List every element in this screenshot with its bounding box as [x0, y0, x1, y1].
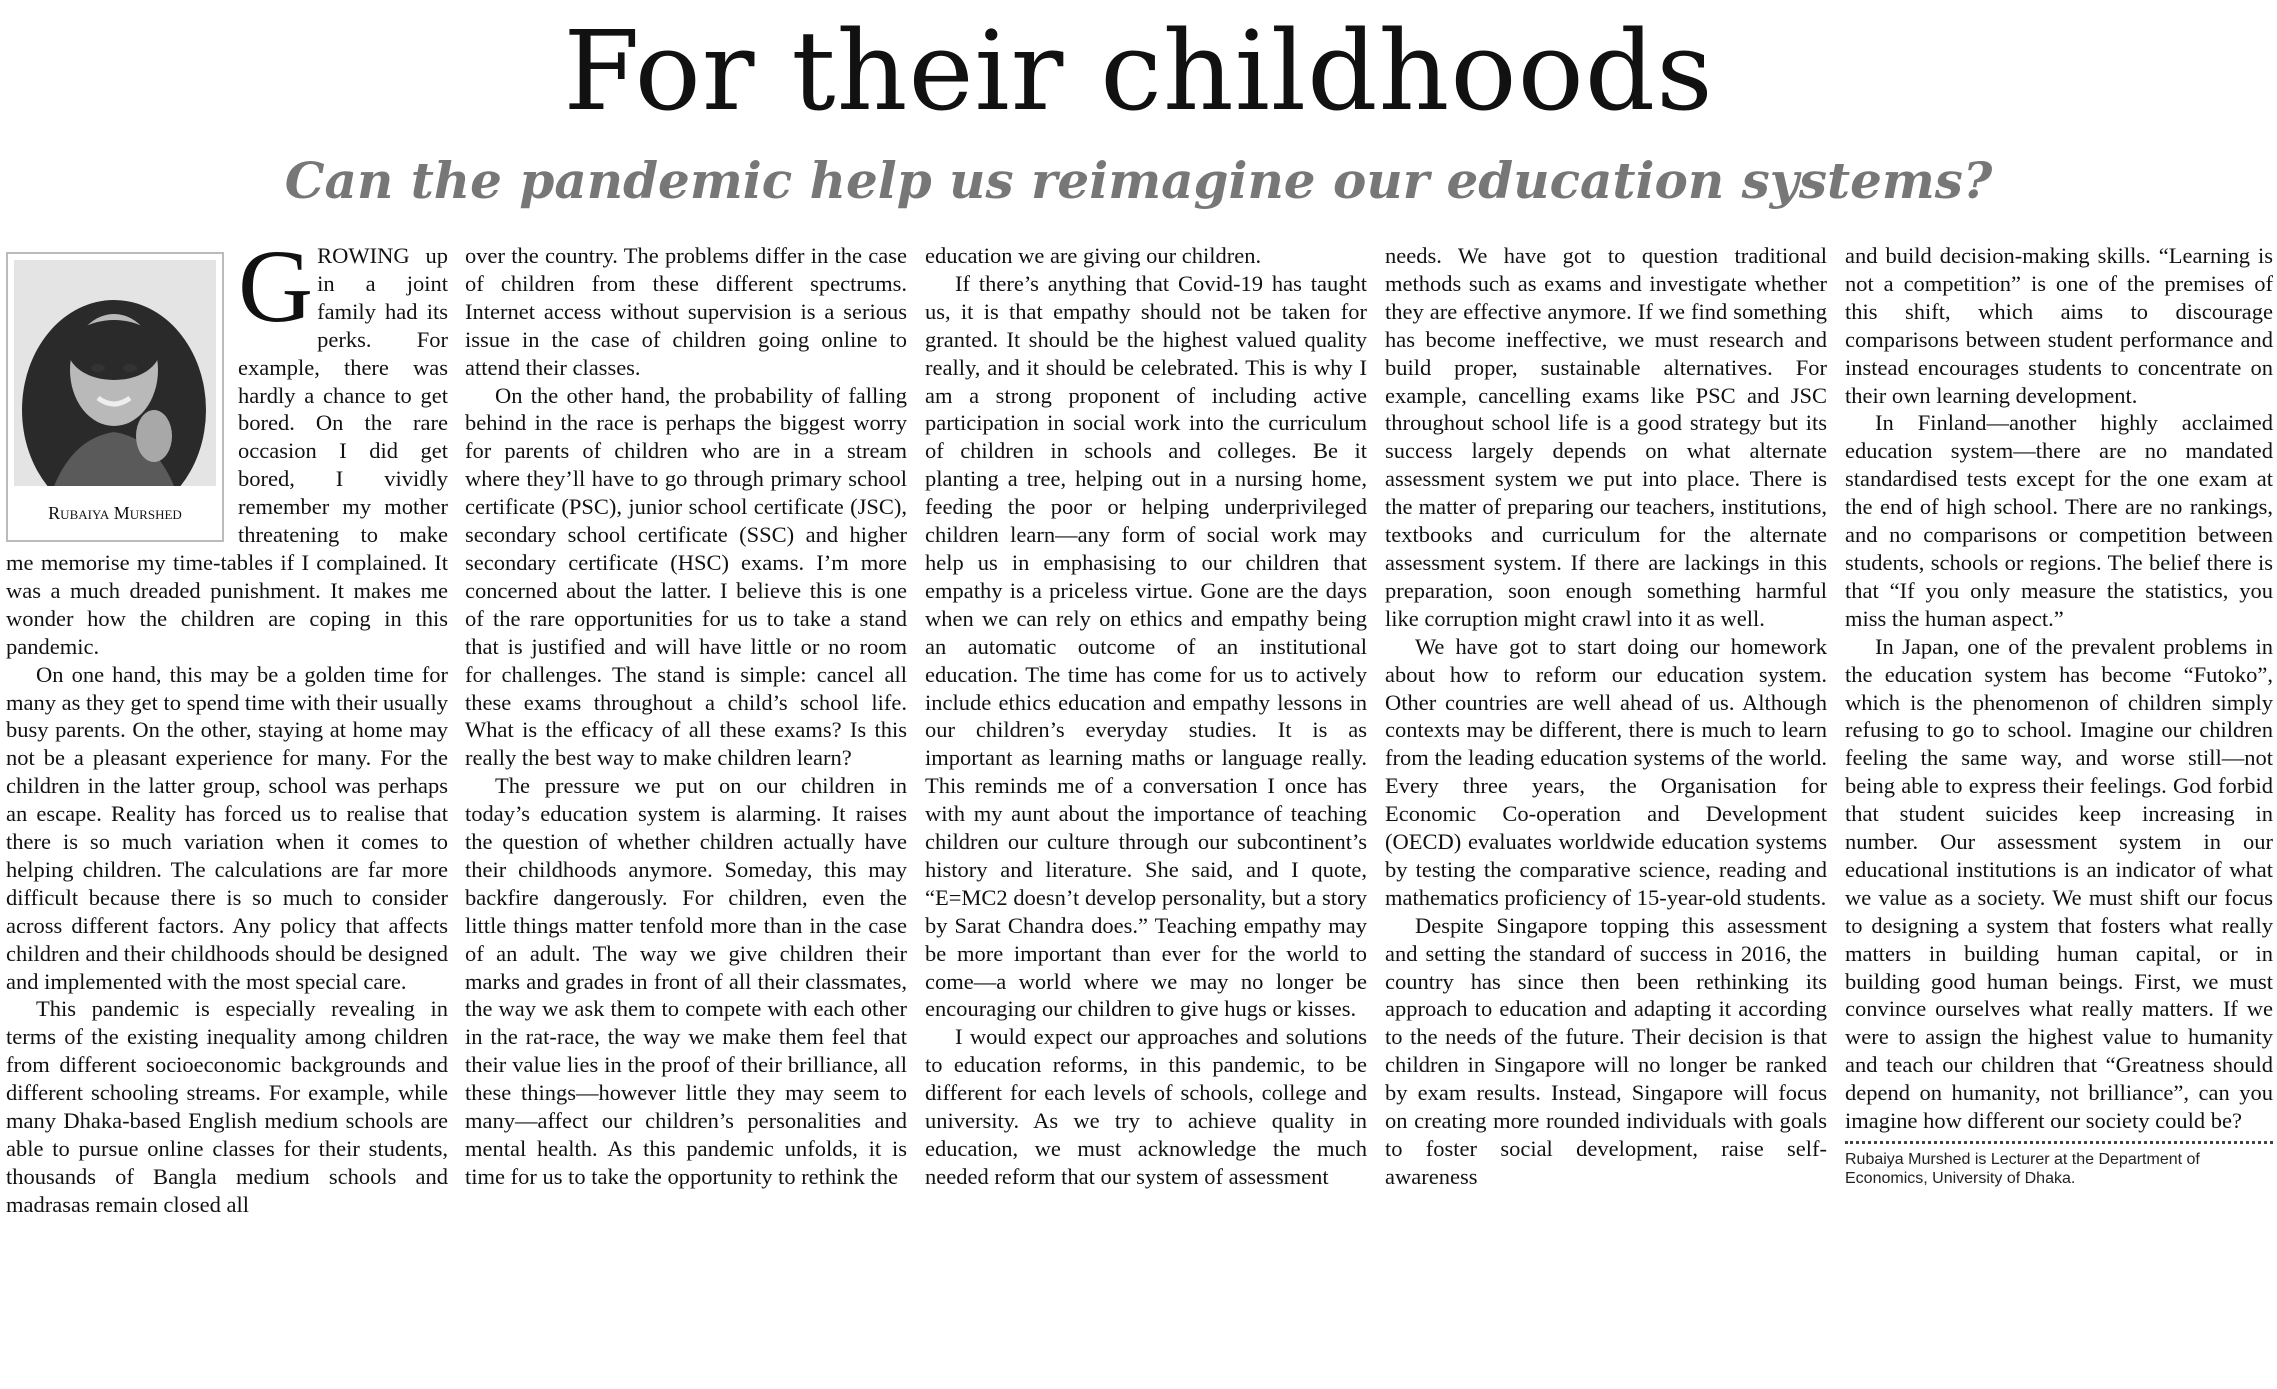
paragraph: On the other hand, the probability of falling behind in the race is perhaps the biggest worry for parents of children who are in a stream where they’ll have to go through primary school certificate (PSC), junior school certificate (JSC), secondary school certificate (SSC) and higher secondary certificate (HSC) exams. I’m more concerned about the latter. I believe this is one of the rare opportunities for us to take a stand that is justified and will have little or no room for challenges. The stand is simple: cancel all these exams throughout a child’s school life. What is the efficacy of all these exams? Is this really the best way to make children learn?: [465, 382, 907, 771]
paragraph: In Finland—another highly acclaimed education system—there are no mandated standardised tests except for the one exam at the end of high school. There are no rankings, and no comparisons or competition between students, schools or regions. The belief there is that “If you only measure the statistics, you miss the human aspect.”: [1845, 410, 2273, 631]
paragraph: I would expect our approaches and solutions to education reforms, in this pandemic, to be different for each levels of schools, college and university. As we try to achieve quality in education, we must acknowledge the much needed reform that our system of assessment: [925, 1024, 1367, 1189]
paragraph: On one hand, this may be a golden time for many as they get to spend time with their usually busy parents. On the other, staying at home may not be a pleasant experience for many. For the children in the latter group, school was perhaps an escape. Reality has forced us to realise that there is so much variation when it comes to helping children. The calculations are far more difficult because there is so much to consider across different factors. Any policy that affects children and their childhoods should be designed and implemented with the most special care.: [6, 661, 448, 994]
headline: For their childhoods: [563, 7, 1714, 135]
drop-cap: G: [238, 242, 314, 344]
paragraph: over the country. The problems differ in the case of children from these different spectrums. Internet access without supervision is a serious issue in the case of children going online to attend their classes.: [465, 243, 907, 380]
author-footnote: Rubaiya Murshed is Lecturer at the Department of Economics, University of Dhaka.: [1845, 1151, 2200, 1187]
article-column-2: [465, 242, 907, 1387]
subheadline: Can the pandemic help us reimagine our education systems?: [284, 151, 1993, 210]
paragraph: and build decision-making skills. “Learning is not a competition” is one of the premises of this shift, which aims to discourage comparisons between student performance and instead encourages students to concentrate on their own learning development.: [1845, 243, 2273, 408]
paragraph: education we are giving our children.: [925, 243, 1262, 268]
lead-caps: ROWING: [317, 243, 410, 268]
article-column-4: [1385, 242, 1827, 1387]
article-column-1: [6, 242, 448, 1387]
article-column-3: [925, 242, 1367, 1387]
paragraph: In Japan, one of the prevalent problems in the education system has become “Futoko”, which is the phenomenon of children simply refusing to go to school. Imagine our children feeling the same way, and worse still—not being able to express their feelings. God forbid that student suicides keep increasing in number. Our assessment system in our educational institutions is an indicator of what we value as a society. We must shift our focus to designing a system that fosters what really matters in building human capital, or in building good human beings. First, we must convince ourselves what really matters. If we were to assign the highest value to humanity and teach our children that “Greatness should depend on humanity, not brilliance”, can you imagine how different our society could be?: [1845, 633, 2273, 1134]
article-column-5: [1845, 242, 2273, 1387]
dotted-divider: [1845, 1141, 2273, 1144]
paragraph: Despite Singapore topping this assessment and setting the standard of success in 2016, the country has since then been rethinking its approach to education and adapting it according to the needs of the future. Their decision is that children in Singapore will no longer be ranked by exam results. Instead, Singapore will focus on creating more rounded individuals with goals to foster social development, raise self-awareness: [1385, 912, 1827, 1189]
paragraph: This pandemic is especially revealing in terms of the existing inequality among children from different socioeconomic backgrounds and different schooling streams. For example, while many Dhaka-based English medium schools are able to pursue online classes for their students, thousands of Bangla medium schools and madrasas remain closed all: [6, 996, 448, 1217]
paragraph: If there’s anything that Covid-19 has taught us, it is that empathy should not be taken for granted. It should be the highest valued quality really, and it should be celebrated. This is why I am a strong proponent of including active participation in social work into the curriculum of children in schools and colleges. Be it planting a tree, helping out in a nursing home, feeding the poor or helping underprivileged children learn—any form of social work may help us in emphasising to our children that empathy is a priceless virtue. Gone are the days when we can rely on ethics and empathy being an automatic outcome of an institutional education. The time has come for us to actively include ethics education and empathy lessons in our children’s everyday studies. It is as important as learning maths or language really. This reminds me of a conversation I once has with my aunt about the importance of teaching children our culture through our subcontinent’s history and literature. She said, and I quote, “E=MC2 doesn’t develop personality, but a story by Sarat Chandra does.” Teaching empathy may be more important than ever for the world to come—a world where we may no longer be encouraging our children to give hugs or kisses.: [925, 270, 1367, 1022]
paragraph: up in a joint family had its perks. For example, there was hardly a chance to get bored. On the rare occasion I did get bored, I vividly remember my mother threatening to make me memorise my time-tables if I complained. It was a much dreaded punishment. It makes me wonder how the children are coping in this pandemic.: [6, 243, 448, 659]
author-portrait-icon: [14, 260, 216, 486]
paragraph: needs. We have got to question traditional methods such as exams and investigate whether they are effective anymore. If we find something has become ineffective, we must research and build proper, sustainable alternatives. For example, cancelling exams like PSC and JSC throughout school life is a good strategy but its success largely depends on what alternate assessment system we put into place. There is the matter of preparing our teachers, institutions, textbooks and curriculum for the alternate assessment system. If there are lackings in this preparation, soon enough something harmful like corruption might crawl into it as well.: [1385, 243, 1827, 631]
author-byline: Rubaiya Murshed: [48, 503, 182, 523]
paragraph: We have got to start doing our homework about how to reform our education system. Other countries are well ahead of us. Although contexts may be different, there is much to learn from the leading education systems of the world. Every three years, the Organisation for Economic Co-operation and Development (OECD) evaluates worldwide education systems by testing the comparative science, reading and mathematics proficiency of 15-year-old students.: [1385, 633, 1827, 910]
paragraph: The pressure we put on our children in today’s education system is alarming. It raises the question of whether children actually have their childhoods anymore. Someday, this may backfire dangerously. For children, even the little things matter tenfold more than in the case of an adult. The way we give children their marks and grades in front of all their classmates, the way we ask them to compete with each other in the rat-race, the way we make them feel that their value lies in the proof of their brilliance, all these things—however little they may seem to many—affect our children’s personalities and mental health. As this pandemic unfolds, it is time for us to take the opportunity to rethink the: [465, 773, 907, 1189]
author-photo-box: [6, 252, 224, 542]
